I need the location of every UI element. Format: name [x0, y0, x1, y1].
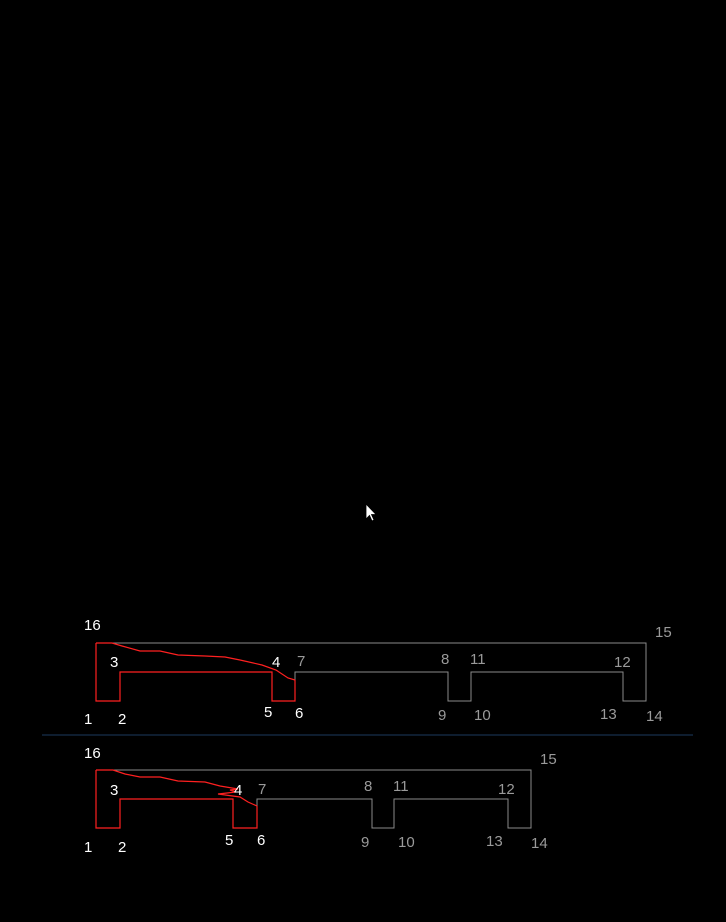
bottom-point-label-2: 2 — [118, 839, 127, 856]
top-point-label-4: 4 — [272, 654, 281, 671]
top-point-label-16: 16 — [84, 617, 101, 634]
top-point-label-11: 11 — [470, 651, 486, 668]
top-point-label-12: 12 — [614, 654, 631, 671]
top-point-label-14: 14 — [646, 708, 663, 725]
bottom-point-label-6: 6 — [257, 832, 266, 849]
top-point-label-13: 13 — [600, 706, 617, 723]
bottom-point-label-15: 15 — [540, 751, 557, 768]
top-point-label-2: 2 — [118, 711, 127, 728]
top-point-label-3: 3 — [110, 654, 119, 671]
top-point-label-7: 7 — [297, 653, 306, 670]
top-point-label-6: 6 — [295, 705, 304, 722]
bottom-point-label-13: 13 — [486, 833, 503, 850]
bottom-point-label-9: 9 — [361, 834, 370, 851]
bottom-point-label-5: 5 — [225, 832, 234, 849]
top-point-label-8: 8 — [441, 651, 450, 668]
top-point-label-10: 10 — [474, 707, 491, 724]
bottom-point-label-11: 11 — [393, 778, 409, 795]
top-point-label-1: 1 — [84, 711, 93, 728]
bottom-point-label-12: 12 — [498, 781, 515, 798]
bottom-point-label-16: 16 — [84, 745, 101, 762]
top-point-label-5: 5 — [264, 704, 273, 721]
bottom-point-label-8: 8 — [364, 778, 373, 795]
bottom-point-label-1: 1 — [84, 839, 93, 856]
bottom-point-label-4: 4 — [234, 782, 243, 799]
bottom-point-label-10: 10 — [398, 834, 415, 851]
bottom-point-label-14: 14 — [531, 835, 548, 852]
bottom-point-label-7: 7 — [258, 781, 267, 798]
bottom-point-label-3: 3 — [110, 782, 119, 799]
top-point-label-9: 9 — [438, 707, 447, 724]
top-point-label-15: 15 — [655, 624, 672, 641]
